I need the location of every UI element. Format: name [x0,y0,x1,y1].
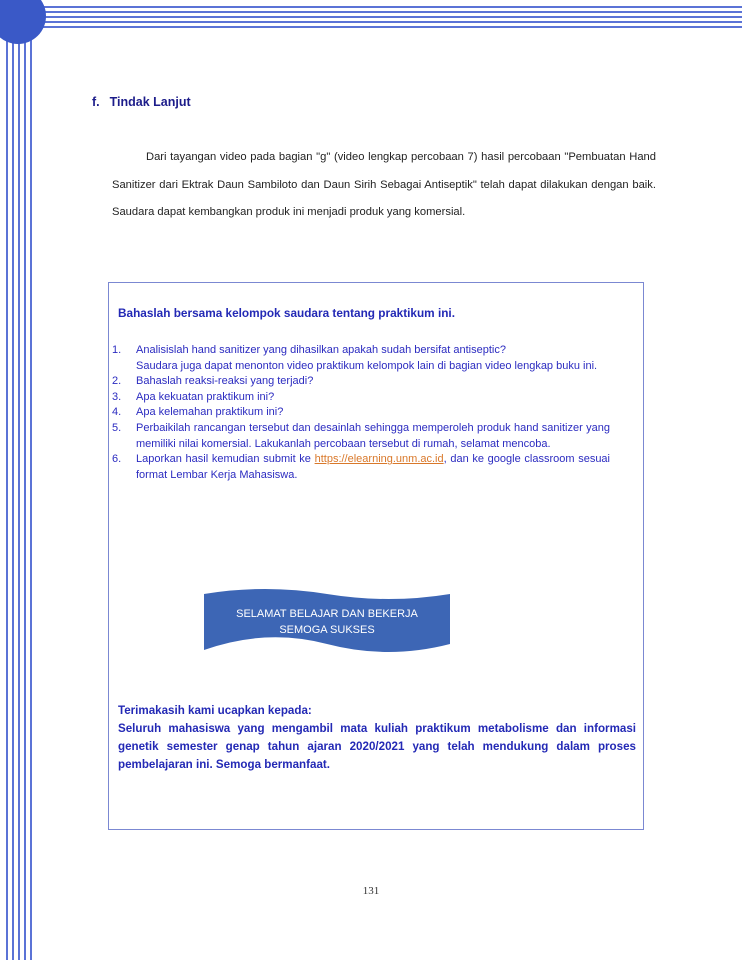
thanks-title: Terimakasih kami ucapkan kepada: [118,704,312,717]
banner-text [204,606,450,638]
top-border-stripes [30,6,742,28]
corner-circle-decoration [0,0,46,44]
thanks-body: Seluruh mahasiswa yang mengambil mata kuliah praktikum metabolisme dan informasi genetik semester genap tahun ajaran 2020/2021 yang telah mendukung dalam proses pembelajaran ini. Semoga bermanfaat. [118,722,636,771]
list-item [108,452,610,483]
section-heading [92,95,191,109]
banner-line-1: SELAMAT BELAJAR DAN BEKERJA [236,608,418,620]
list-item [108,405,610,421]
item-text: Bahaslah reaksi-reaksi yang terjadi? [136,375,314,388]
item-text: Perbaikilah rancangan tersebut dan desainlah sehingga memperoleh produk hand sanitizer yang memiliki nilai komersial. Lakukanlah percobaan tersebut di rumah, selamat mencoba. [136,421,610,450]
section-title: Tindak Lanjut [109,95,191,109]
item-number: 6. [112,453,122,466]
item-text-continued: , dan ke google classroom sesuai format Lembar Kerja Mahasiswa. [136,453,610,481]
item-number: 4. [112,406,122,419]
box-title: Bahaslah bersama kelompok saudara tentang praktikum ini. [118,306,455,320]
item-text: Apa kelemahan praktikum ini? [136,406,284,419]
intro-paragraph: Dari tayangan video pada bagian "g" (video lengkap percobaan 7) hasil percobaan "Pembuatan Hand Sanitizer dari Ektrak Daun Sambiloto dan Daun Sirih Sebagai Antiseptik" telah dapat dilakukan dengan baik. Saudara dapat kembangkan produk ini menjadi produk yang komersial. [112,151,656,218]
item-number: 2. [112,375,122,388]
list-item [108,343,610,374]
acknowledgement [118,702,636,774]
page-number: 131 [362,885,380,897]
task-list [108,343,610,483]
section-letter: f. [92,95,100,109]
list-item [108,421,610,452]
item-number: 5. [112,421,122,434]
item-text: Laporkan hasil kemudian submit ke [136,453,315,466]
item-text: Apa kekuatan praktikum ini? [136,390,275,403]
list-item [108,374,610,390]
elearning-link[interactable]: https://elearning.unm.ac.id [314,453,444,466]
item-number: 1. [112,344,122,356]
item-number: 3. [112,390,122,403]
item-text: Analisislah hand sanitizer yang dihasilkan apakah sudah bersifat antiseptic? [136,344,506,356]
list-item [108,390,610,406]
left-border-stripes [6,20,36,960]
banner-line-2: SEMOGA SUKSES [279,624,375,636]
item-extra-text: Saudara juga dapat menonton video praktikum kelompok lain di bagian video lengkap buku ini. [136,359,598,372]
